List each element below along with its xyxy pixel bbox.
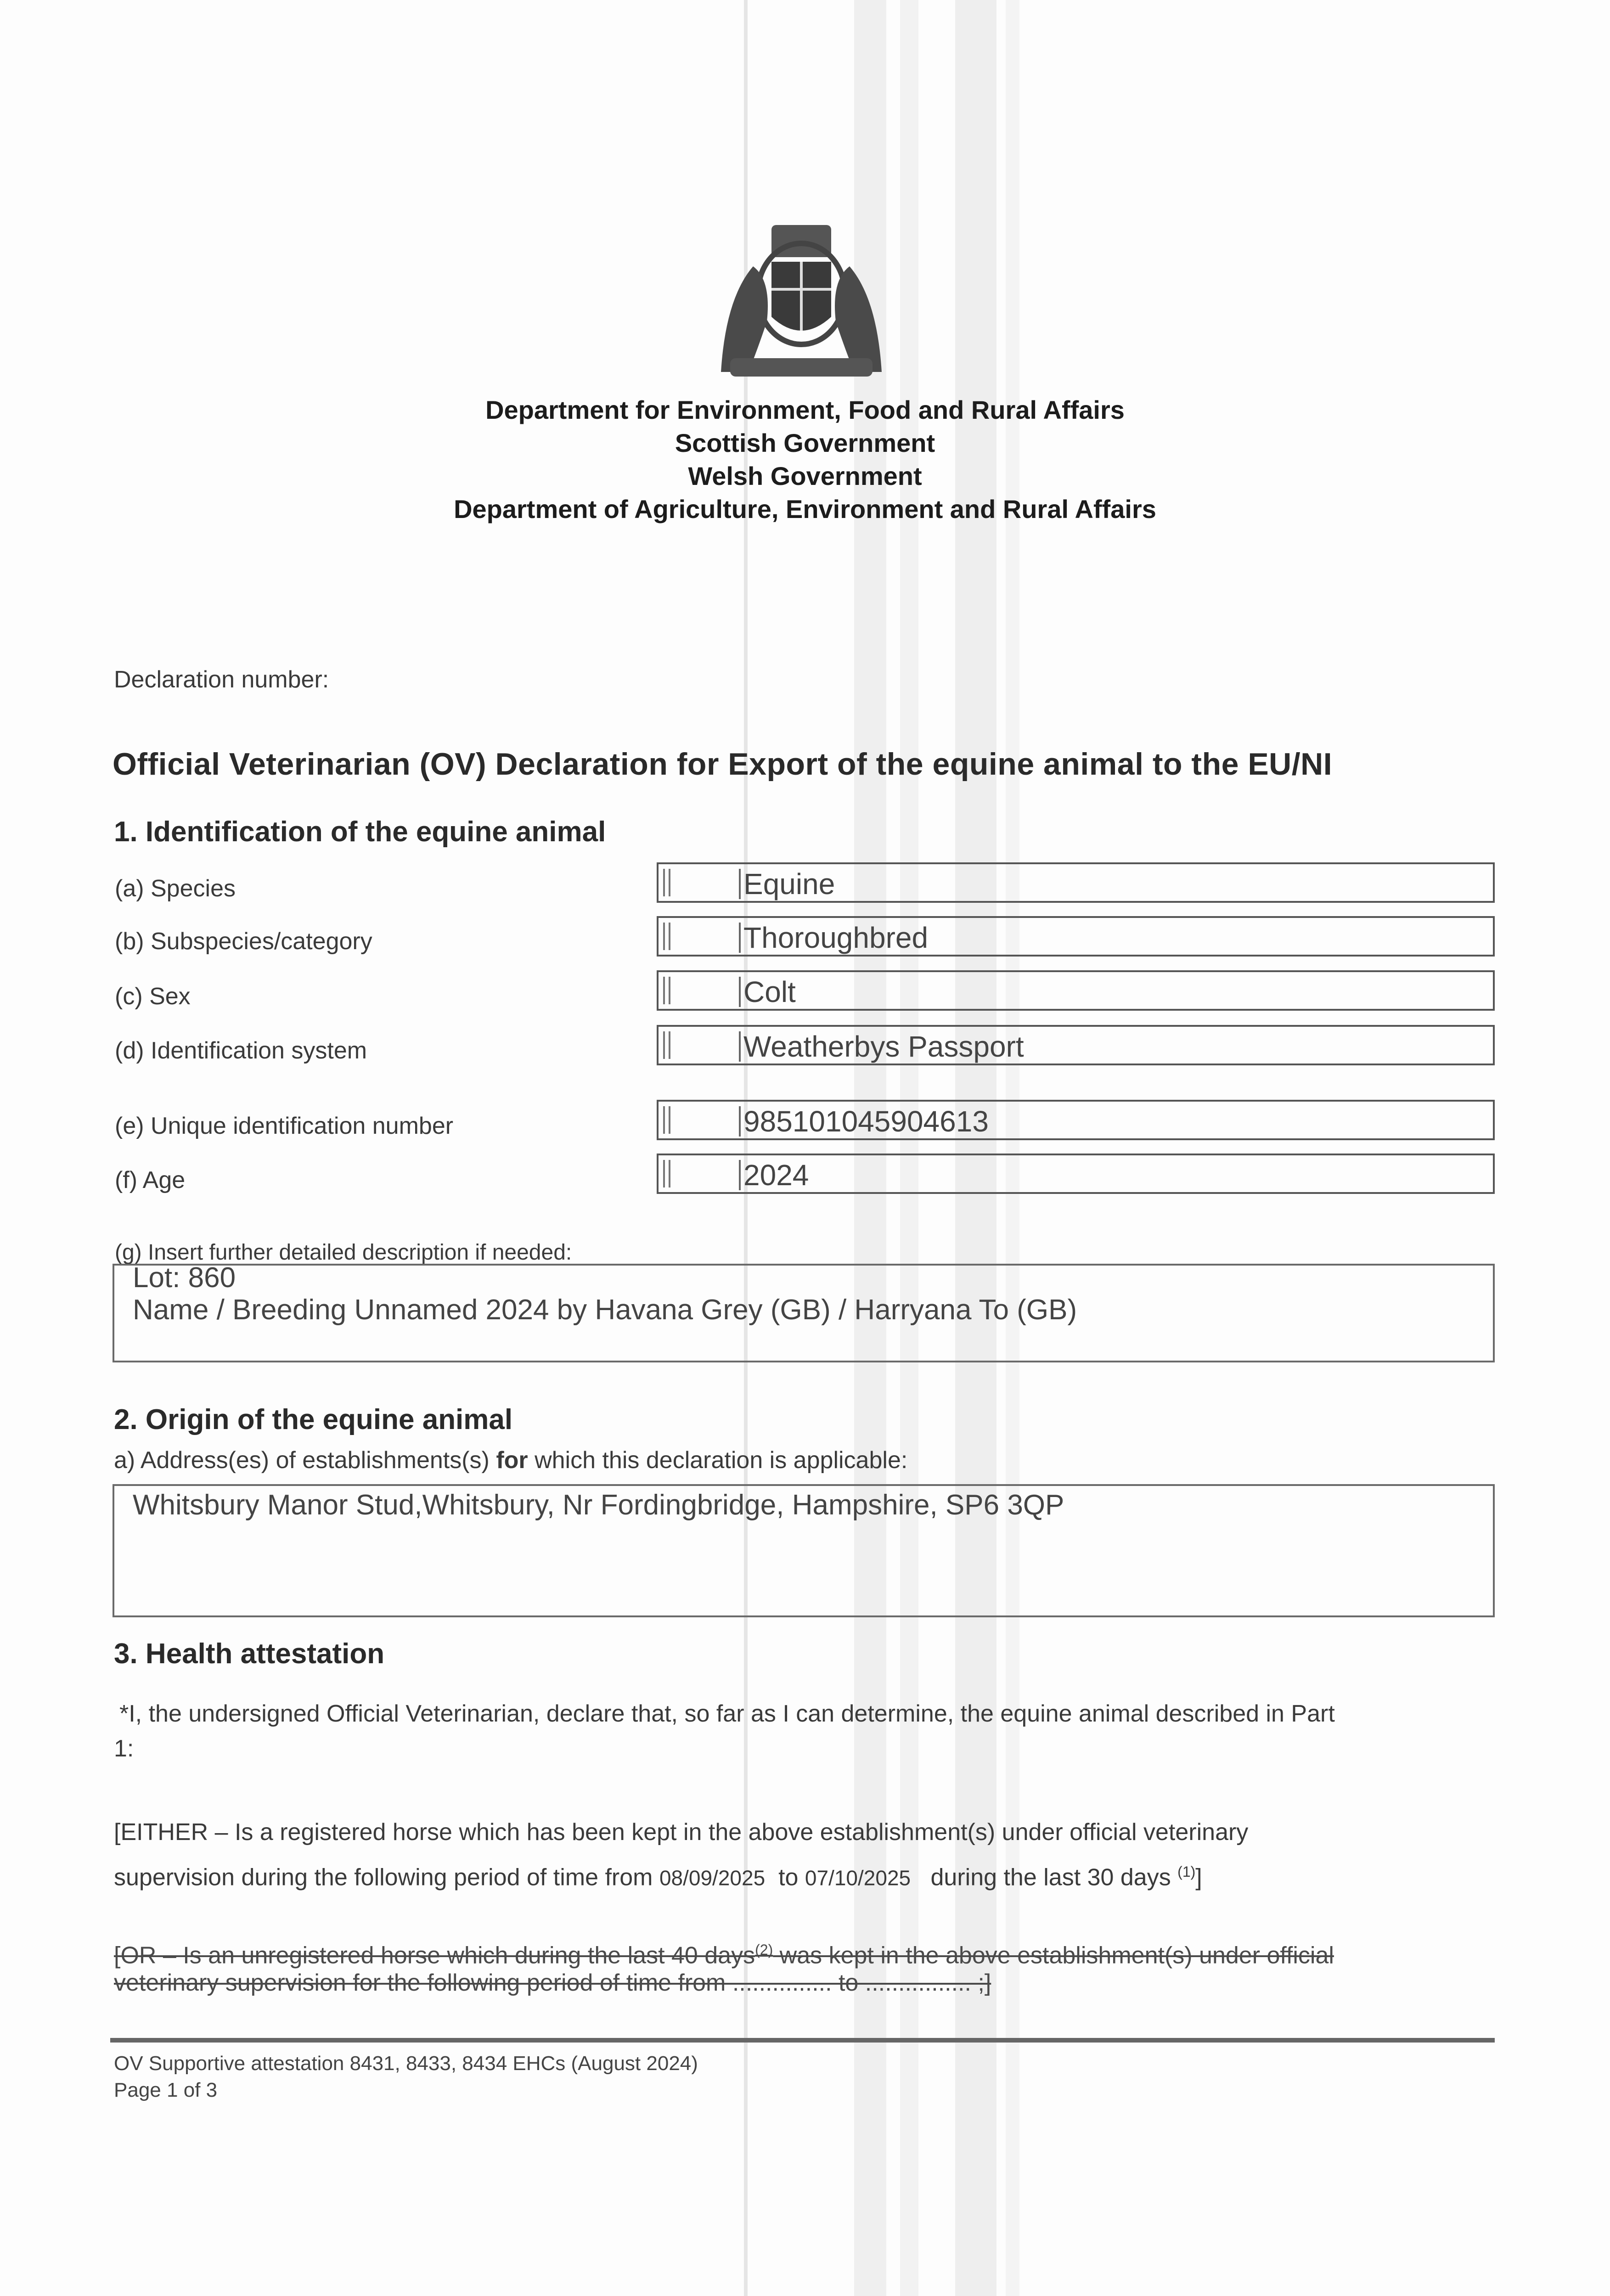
section-3-heading: 3. Health attestation bbox=[114, 1638, 385, 1670]
declaration-number-label: Declaration number: bbox=[114, 666, 329, 693]
address-box bbox=[113, 1484, 1495, 1617]
section-1-heading: 1. Identification of the equine animal bbox=[114, 816, 606, 848]
sex-value: Colt bbox=[743, 975, 796, 1008]
name-breeding-line: Name / Breeding Unnamed 2024 by Havana Grey (GB) / Harryana To (GB) bbox=[133, 1294, 1077, 1326]
page-title: Official Veterinarian (OV) Declaration for Export of the equine animal to the EU/NI bbox=[113, 747, 1333, 782]
section-2-heading: 2. Origin of the equine animal bbox=[114, 1404, 513, 1435]
field-label-uid: (e) Unique identification number bbox=[115, 1113, 454, 1139]
footer-divider bbox=[110, 2038, 1495, 2043]
id-system-value: Weatherbys Passport bbox=[743, 1030, 1024, 1063]
field-label-id-system: (d) Identification system bbox=[115, 1037, 367, 1064]
agency-daera: Department of Agriculture, Environment and Rural Affairs bbox=[454, 495, 1156, 523]
further-description-box bbox=[113, 1264, 1495, 1362]
either-line1: [EITHER – Is a registered horse which has been kept in the above establishment(s) under official veterinary bbox=[114, 1819, 1249, 1846]
date-to-value: 07/10/2025 bbox=[805, 1866, 911, 1890]
footer-attestation: OV Supportive attestation 8431, 8433, 8434 EHCs (August 2024) bbox=[114, 2052, 698, 2075]
field-label-subspecies: (b) Subspecies/category bbox=[115, 928, 372, 955]
attestation-intro-line1: *I, the undersigned Official Veterinarian, declare that, so far as I can determine, the equine animal described in Part bbox=[119, 1700, 1335, 1727]
species-value: Equine bbox=[743, 867, 835, 900]
uid-field bbox=[657, 1100, 1495, 1140]
field-label-age: (f) Age bbox=[115, 1167, 186, 1193]
field-label-species: (a) Species bbox=[115, 875, 236, 902]
agency-scottish-government: Scottish Government bbox=[675, 428, 935, 457]
uid-value: 985101045904613 bbox=[743, 1105, 989, 1138]
royal-coat-of-arms-icon bbox=[703, 220, 900, 381]
address-value: Whitsbury Manor Stud,Whitsbury, Nr Fordingbridge, Hampshire, SP6 3QP bbox=[133, 1489, 1064, 1521]
date-from-value: 08/09/2025 bbox=[659, 1866, 766, 1890]
or-line1: [OR – Is an unregistered horse which during the last 40 days$^{(2)}$ was kept in the above establishment(s) under official bbox=[114, 1941, 1334, 1969]
subspecies-value: Thoroughbred bbox=[743, 921, 929, 954]
page-number: Page 1 of 3 bbox=[114, 2079, 218, 2101]
agency-welsh-government: Welsh Government bbox=[688, 461, 922, 490]
age-field bbox=[657, 1154, 1495, 1194]
lot-line: Lot: 860 bbox=[133, 1262, 236, 1294]
id-system-field bbox=[657, 1025, 1495, 1065]
agency-defra: Department for Environment, Food and Rural Affairs bbox=[485, 395, 1125, 424]
either-line2: supervision during the following period of time from 08/09/2025 to 07/10/2025 during the last 30 days $^{(1)}$] bbox=[114, 1863, 1202, 1891]
species-field bbox=[657, 862, 1495, 903]
age-value: 2024 bbox=[743, 1159, 809, 1192]
or-line2: veterinary supervision for the following period of time from ............... to ................ ;] bbox=[114, 1970, 991, 1996]
sex-field bbox=[657, 970, 1495, 1011]
field-label-sex: (c) Sex bbox=[115, 983, 191, 1010]
subspecies-field bbox=[657, 916, 1495, 957]
establishment-label: a) Address(es) of establishments(s) for which this declaration is applicable: bbox=[114, 1447, 908, 1474]
attestation-intro-line2: 1: bbox=[114, 1735, 134, 1762]
further-description-label: (g) Insert further detailed description if needed: bbox=[115, 1240, 572, 1265]
